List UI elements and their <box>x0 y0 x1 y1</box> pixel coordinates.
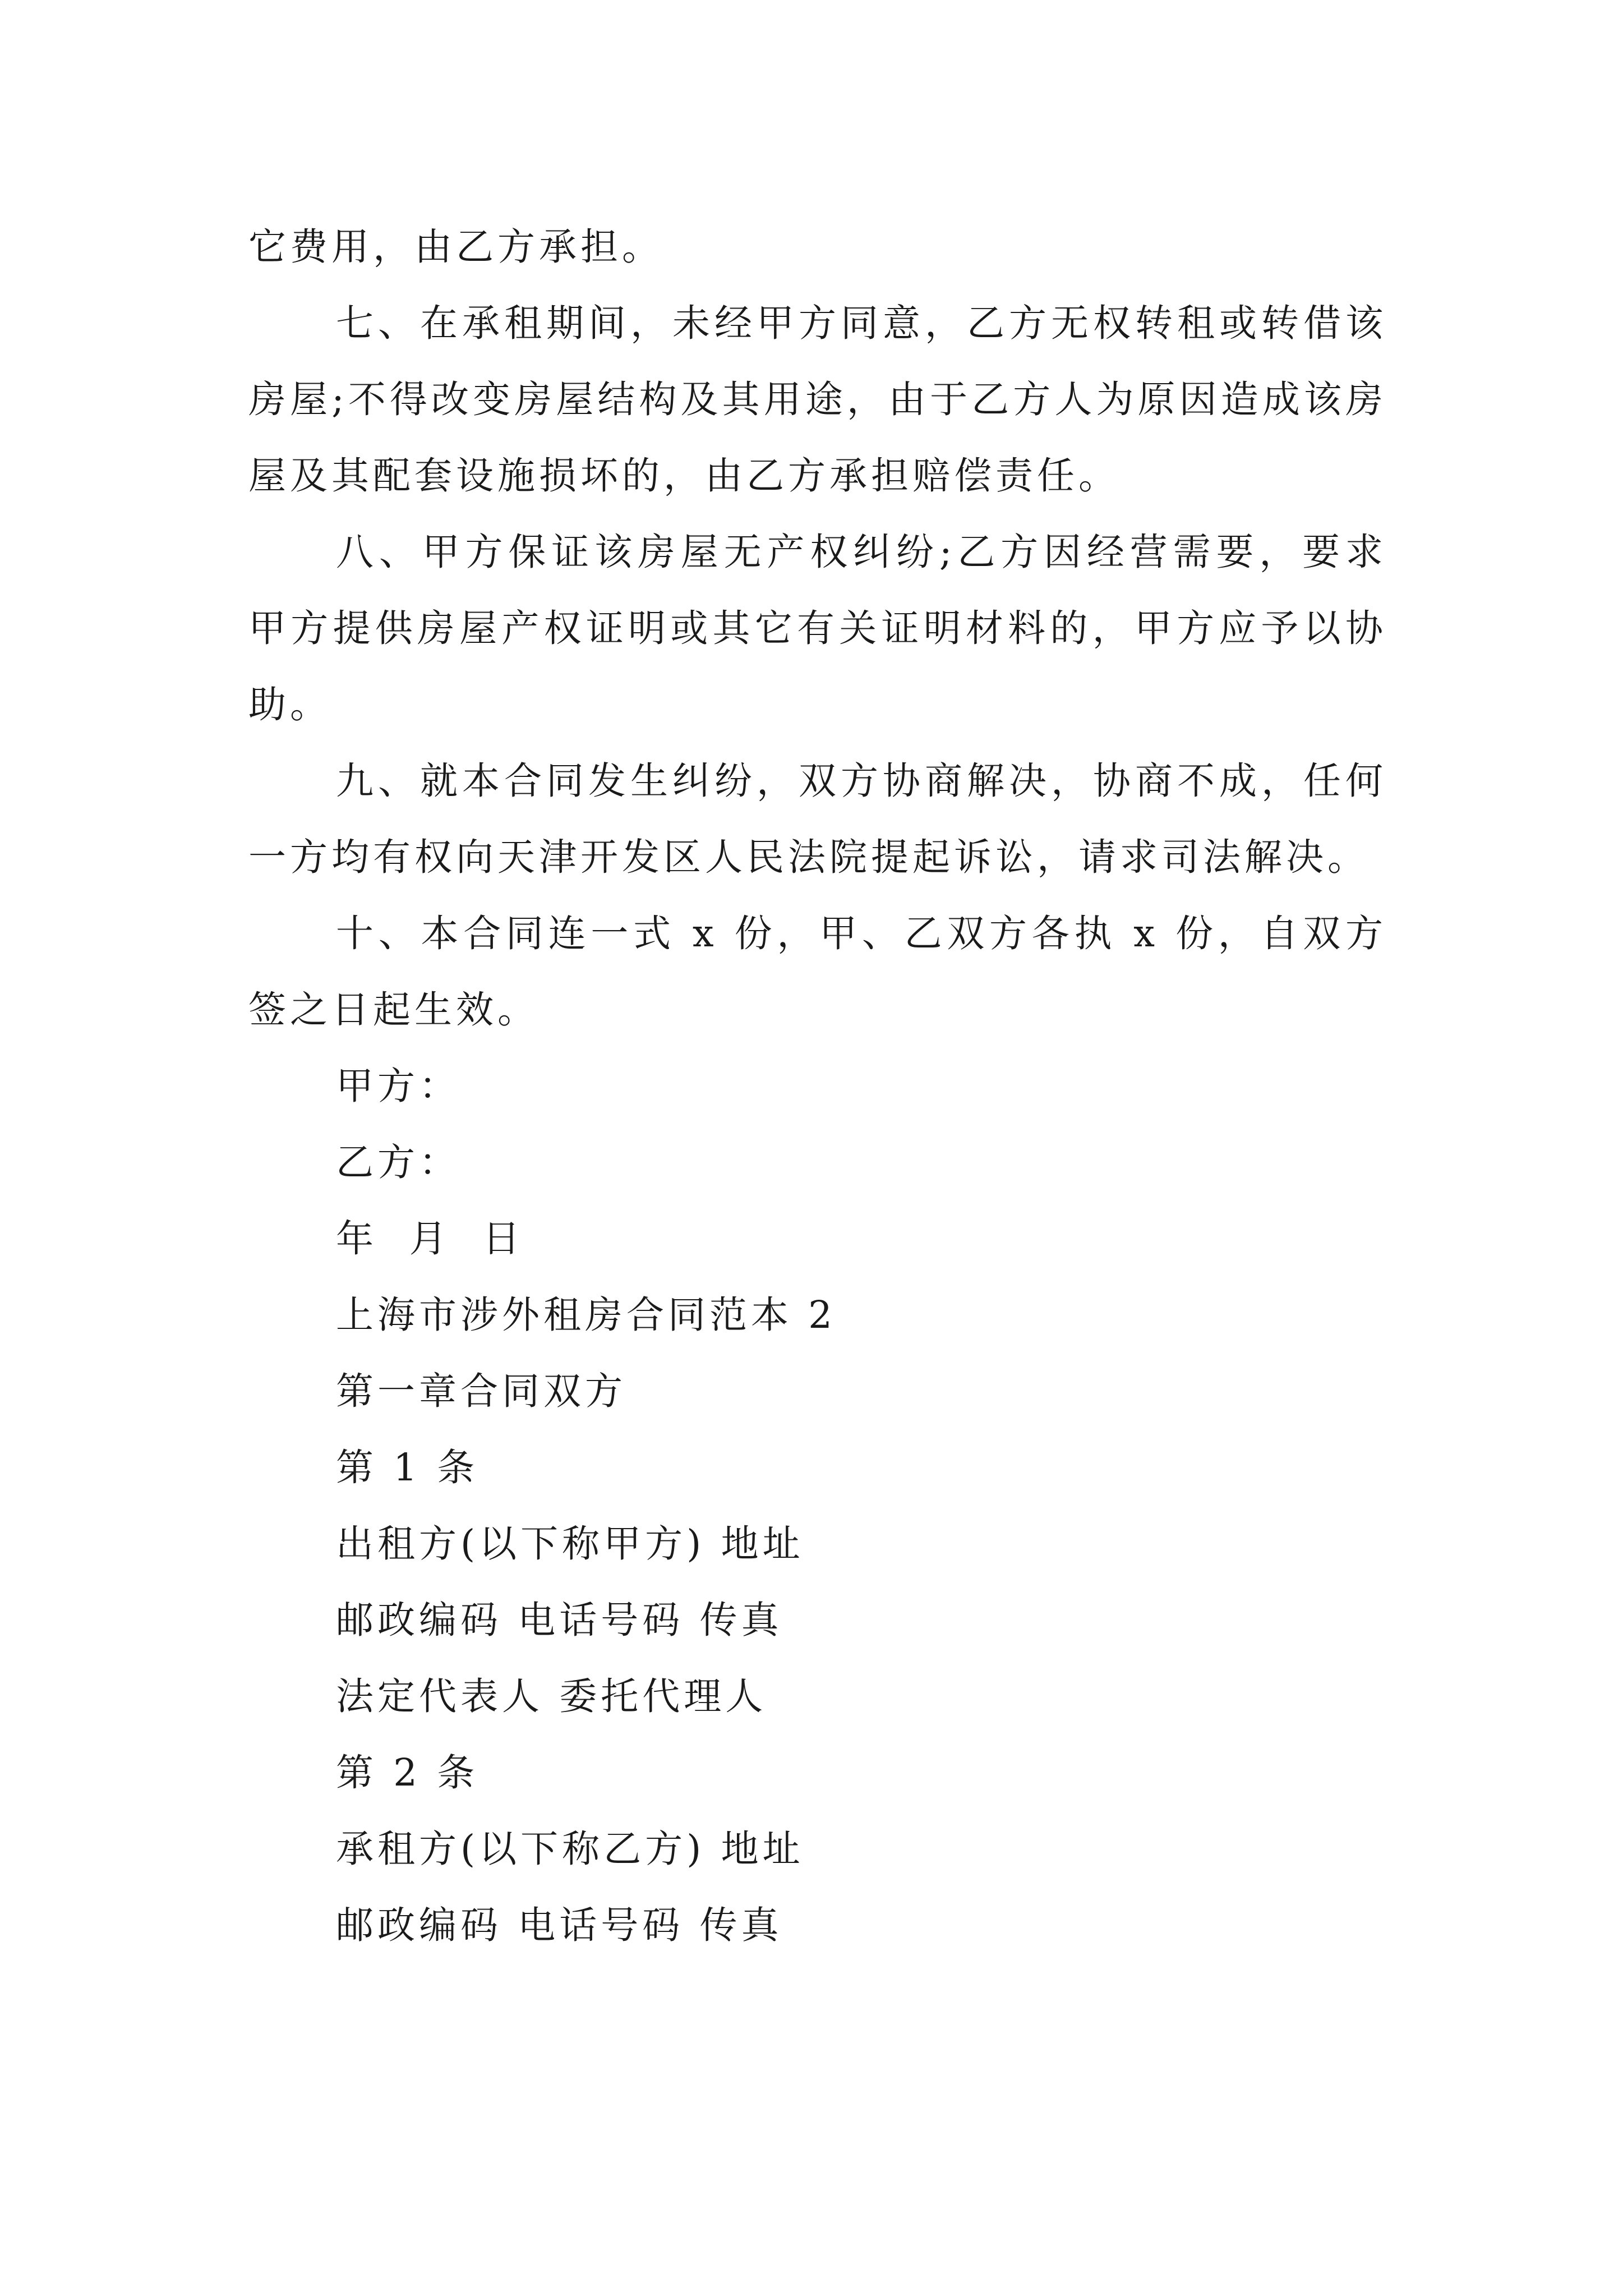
contract-title: 上海市涉外租房合同范本 2 <box>336 1293 836 1337</box>
lessor-representative-line: 法定代表人 委托代理人 <box>336 1674 767 1718</box>
clause-9: 九、就本合同发生纠纷，双方协商解决，协商不成，任何一方均有权向天津开发区人民法院提起诉讼，请求司法解决。 <box>248 759 1387 879</box>
lessor-contact-line: 邮政编码 电话号码 传真 <box>336 1598 783 1642</box>
paragraph-continuation: 它费用，由乙方承担。 <box>248 225 663 269</box>
lessee-contact-line: 邮政编码 电话号码 传真 <box>336 1903 783 1947</box>
lessor-address-line: 出租方(以下称甲方) 地址 <box>336 1522 804 1566</box>
clause-7: 七、在承租期间，未经甲方同意，乙方无权转租或转借该房屋;不得改变房屋结构及其用途，由于乙方人为原因造成该房屋及其配套设施损坏的，由乙方承担赔偿责任。 <box>248 301 1387 498</box>
article-2-heading: 第 2 条 <box>336 1751 479 1795</box>
date-line: 年 月 日 <box>336 1217 524 1260</box>
document-body <box>248 209 1387 1963</box>
clause-10: 十、本合同连一式 x 份，甲、乙双方各执 x 份，自双方签之日起生效。 <box>248 912 1387 1032</box>
party-b-signature-line: 乙方： <box>336 1140 460 1184</box>
chapter-heading: 第一章合同双方 <box>336 1369 626 1413</box>
clause-8: 八、甲方保证该房屋无产权纠纷;乙方因经营需要，要求甲方提供房屋产权证明或其它有关证明材料的，甲方应予以协助。 <box>248 530 1387 726</box>
party-a-signature-line: 甲方： <box>336 1064 460 1108</box>
lessee-address-line: 承租方(以下称乙方) 地址 <box>336 1827 804 1871</box>
article-1-heading: 第 1 条 <box>336 1446 479 1489</box>
